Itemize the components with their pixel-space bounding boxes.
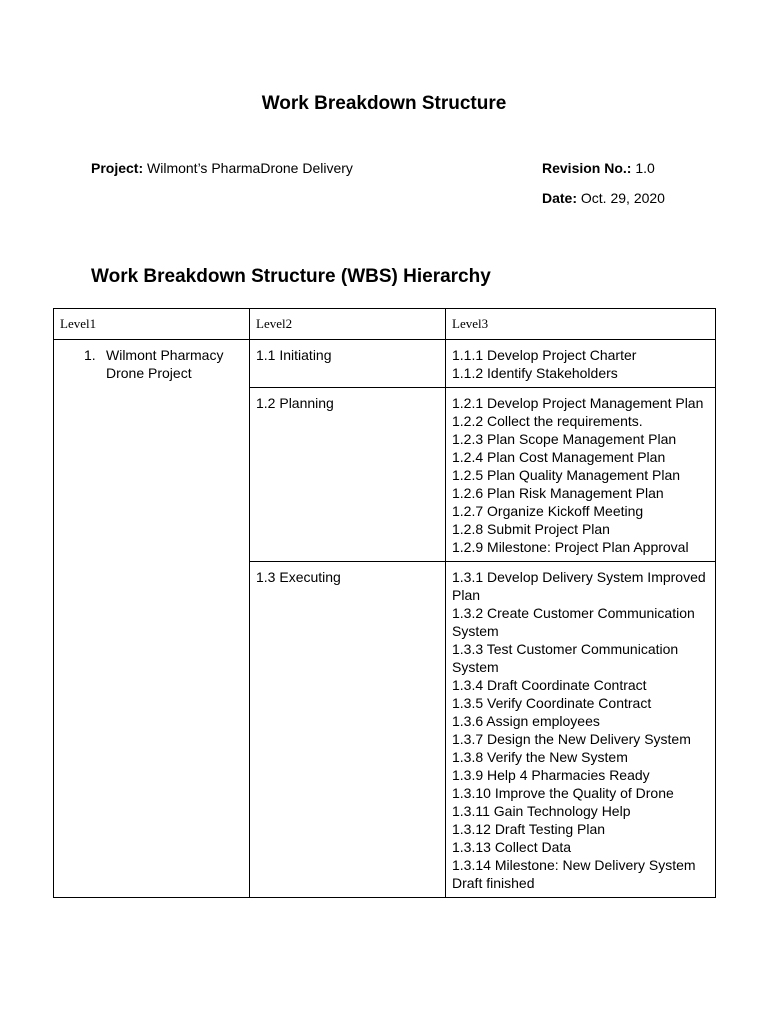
level3-item: 1.3.8 Verify the New System	[452, 749, 628, 765]
level3-item: 1.3.12 Draft Testing Plan	[452, 821, 606, 837]
level3-item: 1.1.1 Develop Project Charter	[452, 347, 637, 363]
level2-cell: 1.3 Executing	[250, 562, 446, 898]
level3-item: 1.3.7 Design the New Delivery System	[452, 731, 691, 747]
level3-cell	[446, 388, 716, 562]
wbs-table	[53, 308, 716, 898]
level3-item: 1.3.9 Help 4 Pharmacies Ready	[452, 767, 650, 783]
header-level1: Level1	[54, 309, 250, 340]
level3-item: 1.2.1 Develop Project Management Plan	[452, 395, 704, 411]
date-label: Date:	[542, 190, 578, 206]
level3-cell	[446, 562, 716, 898]
level3-item: 1.2.3 Plan Scope Management Plan	[452, 431, 677, 447]
level1-number: 1.	[84, 347, 96, 363]
date-value: Oct. 29, 2020	[580, 190, 665, 206]
level3-item: 1.3.1 Develop Delivery System Improved Plan	[452, 569, 706, 603]
revision-value: 1.0	[635, 160, 655, 176]
level3-item: 1.2.4 Plan Cost Management Plan	[452, 449, 666, 465]
level2-cell: 1.2 Planning	[250, 388, 446, 562]
level3-item: 1.3.4 Draft Coordinate Contract	[452, 677, 647, 693]
level3-item: 1.2.5 Plan Quality Management Plan	[452, 467, 681, 483]
level3-item: 1.3.14 Milestone: New Delivery System Draft finished	[452, 857, 696, 891]
level3-item: 1.3.6 Assign employees	[452, 713, 600, 729]
revision-label: Revision No.:	[542, 160, 632, 176]
document-title: Work Breakdown Structure	[261, 93, 507, 114]
level3-item: 1.2.7 Organize Kickoff Meeting	[452, 503, 644, 519]
level3-item: 1.1.2 Identify Stakeholders	[452, 365, 618, 381]
level3-item: 1.3.5 Verify Coordinate Contract	[452, 695, 652, 711]
level3-item: 1.2.9 Milestone: Project Plan Approval	[452, 539, 689, 555]
level2-cell: 1.1 Initiating	[250, 340, 446, 388]
project-label: Project:	[91, 160, 144, 176]
level3-item: 1.2.6 Plan Risk Management Plan	[452, 485, 664, 501]
level3-item: 1.3.11 Gain Technology Help	[452, 803, 631, 819]
level3-item: 1.3.13 Collect Data	[452, 839, 572, 855]
level3-item: 1.2.8 Submit Project Plan	[452, 521, 610, 537]
date-info	[542, 189, 665, 207]
level1-cell	[54, 340, 250, 898]
section-title: Work Breakdown Structure (WBS) Hierarchy	[91, 266, 491, 287]
project-value: Wilmont’s PharmaDrone Delivery	[147, 160, 353, 176]
level3-item: 1.3.3 Test Customer Communication System	[452, 641, 679, 675]
table-header-row	[54, 309, 716, 340]
level3-item: 1.3.10 Improve the Quality of Drone	[452, 785, 674, 801]
level3-item: 1.3.2 Create Customer Communication System	[452, 605, 695, 639]
table-row	[54, 340, 716, 388]
header-level2: Level2	[250, 309, 446, 340]
header-level3: Level3	[446, 309, 716, 340]
level3-cell	[446, 340, 716, 388]
level1-label: Wilmont Pharmacy Drone Project	[106, 347, 224, 381]
level3-item: 1.2.2 Collect the requirements.	[452, 413, 643, 429]
revision-info	[542, 159, 655, 177]
project-info	[91, 159, 353, 177]
